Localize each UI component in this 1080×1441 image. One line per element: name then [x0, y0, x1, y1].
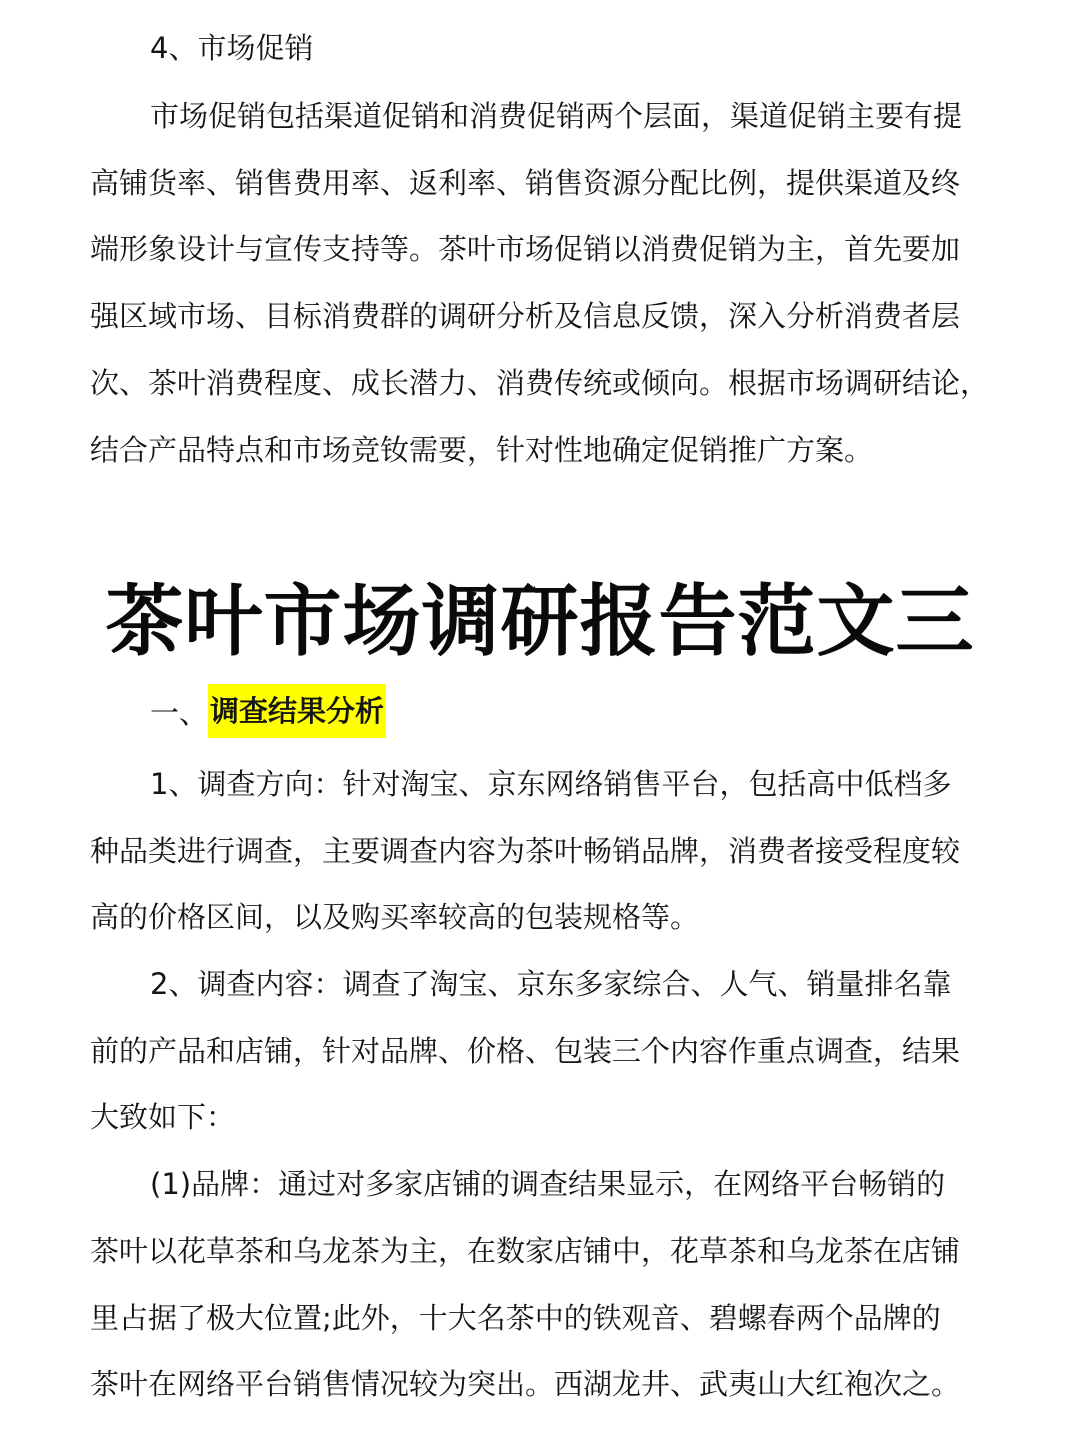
paragraph-line: 种品类进行调查，主要调查内容为茶叶畅销品牌，消费者接受程度较 [90, 834, 961, 868]
page-title: 茶叶市场调研报告范文三 [105, 577, 975, 667]
paragraph-line: 市场促销包括渠道促销和消费促销两个层面，渠道促销主要有提 [150, 99, 963, 133]
part-heading [150, 683, 386, 739]
paragraph-line: 大致如下： [90, 1100, 236, 1134]
paragraph-line: 结合产品特点和市场竞钕需要，针对性地确定促销推广方案。 [90, 433, 874, 467]
paragraph-line: 茶叶以花草茶和乌龙茶为主，在数家店铺中，花草茶和乌龙茶在店铺 [90, 1234, 961, 1268]
highlighted-heading: 调查结果分析 [208, 684, 386, 738]
paragraph-line: 里占据了极大位置;此外，十大名茶中的铁观音、碧螺春两个品牌的 [90, 1301, 941, 1335]
part-heading-prefix: 一、 [150, 695, 209, 730]
paragraph-line: 高的价格区间，以及购买率较高的包装规格等。 [90, 900, 700, 934]
paragraph-line: 端形象设计与宣传支持等。茶叶市场促销以消费促销为主，首先要加 [90, 232, 961, 266]
paragraph-line: 次、茶叶消费程度、成长潜力、消费传统或倾向。根据市场调研结论， [90, 366, 990, 400]
paragraph-line: (1)品牌：通过对多家店铺的调查结果显示，在网络平台畅销的 [150, 1167, 946, 1201]
section-heading: 4、市场促销 [150, 31, 314, 65]
paragraph-line: 强区域市场、目标消费群的调研分析及信息反馈，深入分析消费者层 [90, 299, 961, 333]
paragraph-line: 高铺货率、销售费用率、返利率、销售资源分配比例，提供渠道及终 [90, 166, 961, 200]
paragraph-line: 前的产品和店铺，针对品牌、价格、包装三个内容作重点调查，结果 [90, 1034, 961, 1068]
paragraph-line: 1、调查方向：针对淘宝、京东网络销售平台，包括高中低档多 [150, 767, 952, 801]
paragraph-line: 2、调查内容：调查了淘宝、京东多家综合、人气、销量排名靠 [150, 967, 952, 1001]
paragraph-line: 茶叶在网络平台销售情况较为突出。西湖龙井、武夷山大红袍次之。 [90, 1367, 961, 1401]
